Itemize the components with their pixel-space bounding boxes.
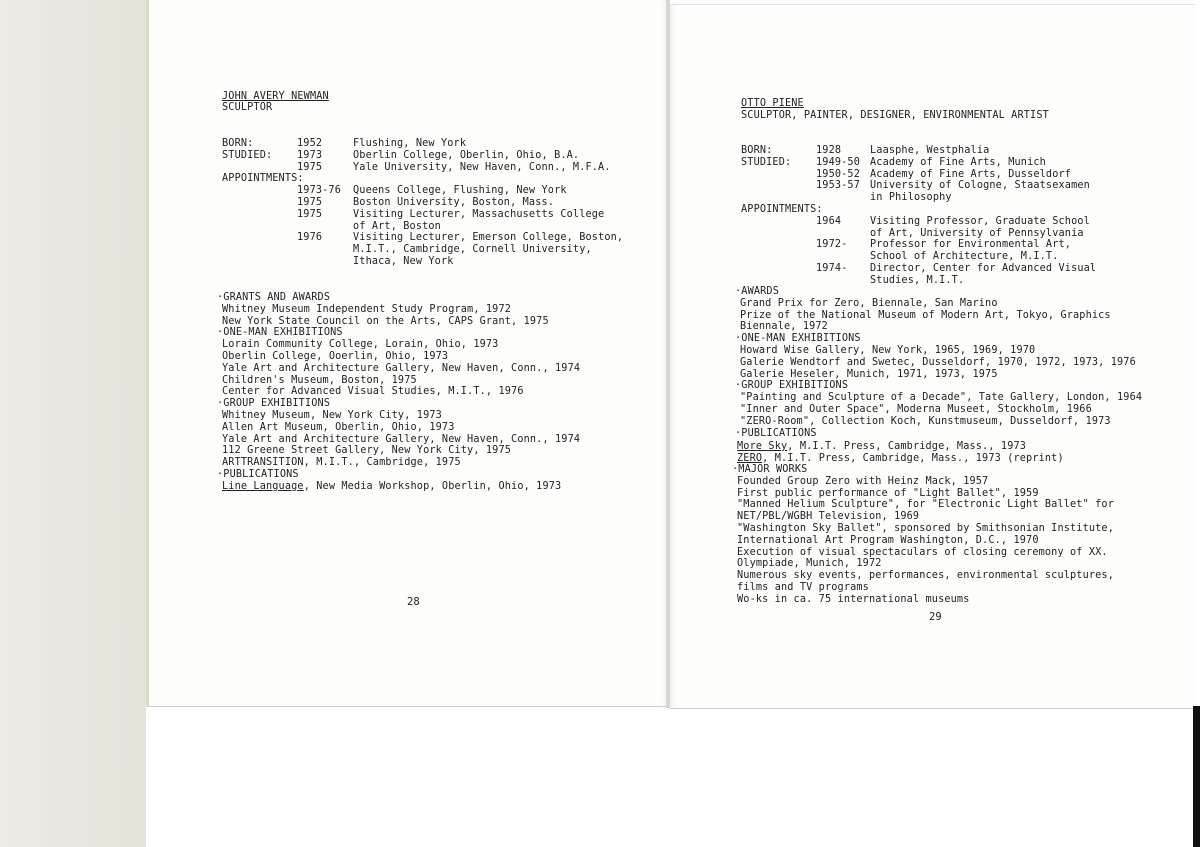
- text-line: Professor for Environmental Art,: [870, 239, 1072, 251]
- page-number: 28: [407, 596, 420, 608]
- artist-role: SCULPTOR, PAINTER, DESIGNER, ENVIRONMENTAL ARTIST: [741, 110, 1049, 121]
- background-margin: [0, 0, 146, 847]
- text-line: "ZERO-Room", Collection Koch, Kunstmuseum, Dusseldorf, 1973: [740, 415, 1111, 427]
- text-line: films and TV programs: [737, 582, 869, 593]
- text-line: STUDIED:: [741, 156, 792, 168]
- text-line: Galerie Heseler, Munich, 1971, 1973, 1975: [740, 368, 998, 380]
- text-line: Wo-ks in ca. 75 international museums: [737, 593, 970, 605]
- text-line: Yale Art and Architecture Gallery, New Haven, Conn., 1974: [222, 362, 581, 374]
- text-line: Biennale, 1972: [740, 321, 828, 333]
- text-line: Visiting Lecturer, Emerson College, Boston,: [353, 232, 624, 244]
- text-line: 1964: [816, 215, 842, 227]
- text-line: 1972-: [816, 239, 848, 251]
- text-line: ·MAJOR WORKS: [732, 464, 808, 475]
- text-line: of Art, University of Pennsylvania: [870, 227, 1084, 239]
- text-line: ·AWARDS: [735, 286, 779, 297]
- text-line: Academy of Fine Arts, Munich: [870, 156, 1046, 168]
- text-line: "Manned Helium Sculpture", for "Electronic Light Ballet" for: [737, 499, 1115, 511]
- text-line: Visiting Professor, Graduate School: [870, 215, 1090, 227]
- text-line: APPOINTMENTS:: [222, 173, 304, 185]
- text-line: of Art, Boston: [353, 220, 441, 232]
- text-line: First public performance of "Light Ballet", 1959: [737, 487, 1039, 499]
- text-line: University of Cologne, Staatsexamen: [870, 180, 1090, 192]
- text-line: "Washington Sky Ballet", sponsored by Smithsonian Institute,: [737, 523, 1115, 534]
- artist-name: OTTO PIENE: [741, 98, 804, 109]
- text-line: Oberlin College, Oberlin, Ohio, B.A.: [353, 149, 580, 161]
- text-line: Howard Wise Gallery, New York, 1965, 1969, 1970: [740, 345, 1036, 356]
- text-line: 1950-52: [816, 168, 860, 180]
- text-line: Queens College, Flushing, New York: [353, 185, 567, 197]
- text-line: Oberlin College, Ooerlin, Ohio, 1973: [222, 351, 449, 362]
- text-line: APPOINTMENTS:: [741, 204, 823, 215]
- publication-entry: [737, 441, 1026, 453]
- text-line: Laasphe, Westphalia: [870, 145, 990, 156]
- text-line: 1975: [297, 161, 323, 173]
- text-line: ·PUBLICATIONS: [217, 469, 299, 480]
- text-line: Academy of Fine Arts, Dusseldorf: [870, 168, 1072, 180]
- text-line: "Inner and Outer Space", Moderna Museet, Stockholm, 1966: [740, 404, 1092, 415]
- text-line: 1928: [816, 145, 842, 156]
- text-line: Whitney Museum Independent Study Program, 1972: [222, 303, 512, 315]
- text-line: BORN:: [741, 145, 773, 156]
- text-line: 112 Greene Street Gallery, New York City, 1975: [222, 445, 512, 457]
- text-line: Boston University, Boston, Mass.: [353, 197, 555, 208]
- artist-name: JOHN AVERY NEWMAN: [222, 91, 329, 102]
- publication-title: Line Language: [222, 481, 304, 492]
- text-line: STUDIED:: [222, 149, 273, 161]
- text-line: Director, Center for Advanced Visual: [870, 263, 1097, 274]
- text-line: 1953-57: [816, 180, 860, 192]
- artist-role: SCULPTOR: [222, 102, 273, 113]
- text-line: Allen Art Museum, Oberlin, Ohio, 1973: [222, 421, 455, 433]
- text-line: in Philosophy: [870, 192, 952, 204]
- text-line: Founded Group Zero with Heinz Mack, 1957: [737, 475, 989, 487]
- text-line: BORN:: [222, 138, 254, 149]
- text-line: ·GROUP EXHIBITIONS: [735, 380, 849, 392]
- text-line: New York State Council on the Arts, CAPS Grant, 1975: [222, 315, 549, 327]
- page-edge-shadow: [1193, 706, 1200, 847]
- text-line: Execution of visual spectaculars of closing ceremony of XX.: [737, 546, 1108, 558]
- text-line: ·GRANTS AND AWARDS: [217, 292, 331, 303]
- text-line: 1949-50: [816, 156, 860, 168]
- publication-entry: [222, 481, 561, 493]
- text-line: "Painting and Sculpture of a Decade", Tate Gallery, London, 1964: [740, 392, 1143, 404]
- text-line: Grand Prix for Zero, Biennale, San Marino: [740, 297, 998, 309]
- text-line: Center for Advanced Visual Studies, M.I.T., 1976: [222, 386, 524, 398]
- text-line: Studies, M.I.T.: [870, 274, 965, 286]
- text-line: 1975: [297, 208, 323, 220]
- text-line: International Art Program Washington, D.C., 1970: [737, 534, 1039, 546]
- text-line: Prize of the National Museum of Modern Art, Tokyo, Graphics: [740, 309, 1111, 321]
- publication-details: , M.I.T. Press, Cambridge, Mass., 1973: [787, 441, 1027, 452]
- publication-title: ZERO: [737, 453, 763, 464]
- text-line: Yale Art and Architecture Gallery, New Haven, Conn., 1974: [222, 433, 581, 445]
- page-number: 29: [929, 611, 942, 623]
- text-line: ·PUBLICATIONS: [735, 427, 817, 439]
- text-line: 1975: [297, 197, 323, 208]
- text-line: Visiting Lecturer, Massachusetts College: [353, 208, 605, 220]
- text-line: NET/PBL/WGBH Television, 1969: [737, 511, 920, 523]
- text-line: 1973: [297, 149, 323, 161]
- text-line: School of Architecture, M.I.T.: [870, 251, 1059, 263]
- text-line: Children's Museum, Boston, 1975: [222, 374, 417, 386]
- text-line: Olympiade, Munich, 1972: [737, 558, 882, 570]
- publication-details: , New Media Workshop, Oberlin, Ohio, 1973: [303, 481, 562, 492]
- text-line: Ithaca, New York: [353, 256, 454, 267]
- text-line: Yale University, New Haven, Conn., M.F.A.: [353, 161, 611, 173]
- text-line: Galerie Wendtorf and Swetec, Dusseldorf, 1970, 1972, 1973, 1976: [740, 356, 1136, 368]
- text-line: 1974-: [816, 263, 848, 274]
- text-line: 1976: [297, 232, 323, 244]
- text-line: 1973-76: [297, 185, 341, 197]
- text-line: Whitney Museum, New York City, 1973: [222, 410, 442, 421]
- text-line: Numerous sky events, performances, environmental sculptures,: [737, 570, 1115, 582]
- text-line: M.I.T., Cambridge, Cornell University,: [353, 244, 592, 256]
- text-line: 1952: [297, 138, 323, 149]
- text-line: ARTTRANSITION, M.I.T., Cambridge, 1975: [222, 457, 461, 469]
- text-line: ·ONE-MAN EXHIBITIONS: [217, 327, 343, 339]
- right-page: [670, 4, 1195, 709]
- text-line: Lorain Community College, Lorain, Ohio, 1973: [222, 339, 499, 351]
- publication-title: More Sky: [737, 441, 788, 452]
- publication-details: , M.I.T. Press, Cambridge, Mass., 1973 (reprint): [762, 453, 1064, 464]
- left-page: [146, 0, 669, 707]
- text-line: ·GROUP EXHIBITIONS: [217, 398, 331, 410]
- text-line: Flushing, New York: [353, 138, 467, 149]
- text-line: ·ONE-MAN EXHIBITIONS: [735, 333, 861, 345]
